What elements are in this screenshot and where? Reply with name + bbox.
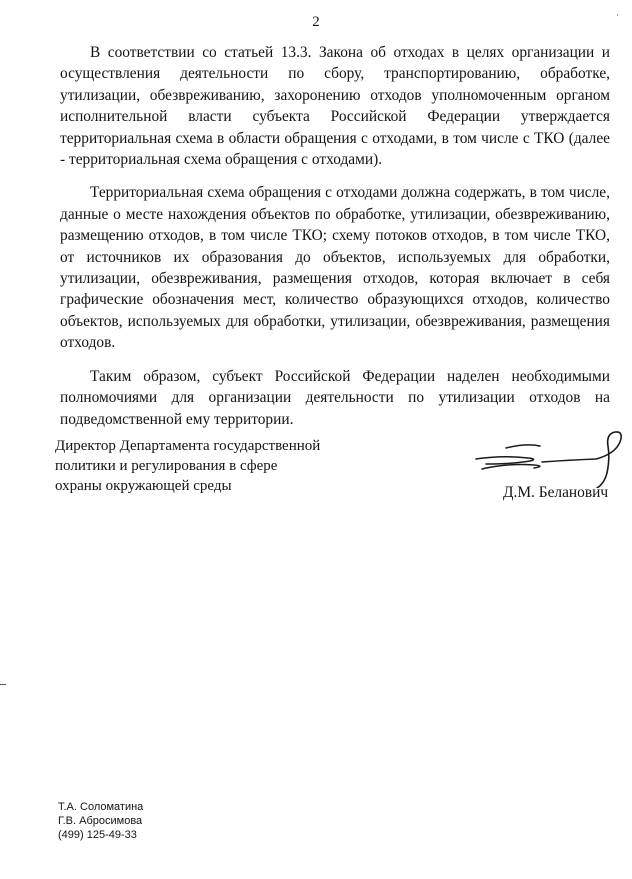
signer-title-line: Директор Департамента государственной (55, 438, 321, 454)
paragraph-scheme-contents: Территориальная схема обращения с отходами должна содержать, в том числе, данные о месте нахождения объектов по обработке, утилизации, обезвреживанию, размещению отходов, в том числе ТКО; схему потоков отходов, в том числе ТКО, от источников их образования до объектов, используемых для обработки, утилизации, обезвреживания, размещения отходов, которая включает в себя графические обозначения мест, количество образующихся отходов, количество объектов, используемых для обработки, утилизации, обезвреживания, размещения отходов. (60, 184, 610, 352)
executor-name: Т.А. Соломатина (58, 801, 144, 813)
paragraph-legal-basis: В соответствии со статьей 13.3. Закона об отходах в целях организации и осуществления деятельности по сбору, транспортированию, обработке, утилизации, обезвреживанию, захоронению отходов уполномоченным органом исполнительной власти субъекта Российской Федерации утверждается территориальная схема в области обращения с отходами, в том числе с ТКО (далее - территориальная схема обращения с отходами). (60, 44, 610, 169)
executor-name: Г.В. Абросимова (58, 815, 143, 827)
signer-title-line: политики и регулирования в сфере (55, 458, 278, 474)
executors-block (58, 800, 143, 842)
scan-artifact (617, 14, 618, 16)
signer-title-line: охраны окружающей среды (55, 478, 232, 494)
handwritten-signature (468, 428, 628, 488)
signer-title (55, 436, 335, 496)
signer-name: Д.М. Беланович (503, 484, 609, 501)
executor-phone: (499) 125-49-33 (58, 829, 137, 841)
paragraph-conclusion: Таким образом, субъект Российской Федерации наделен необходимыми полномочиями для организации деятельности по утилизации отходов на подведомственной ему территории. (60, 367, 610, 428)
scan-artifact (0, 684, 6, 685)
page-number: 2 (312, 14, 320, 30)
letter-body (60, 42, 610, 442)
